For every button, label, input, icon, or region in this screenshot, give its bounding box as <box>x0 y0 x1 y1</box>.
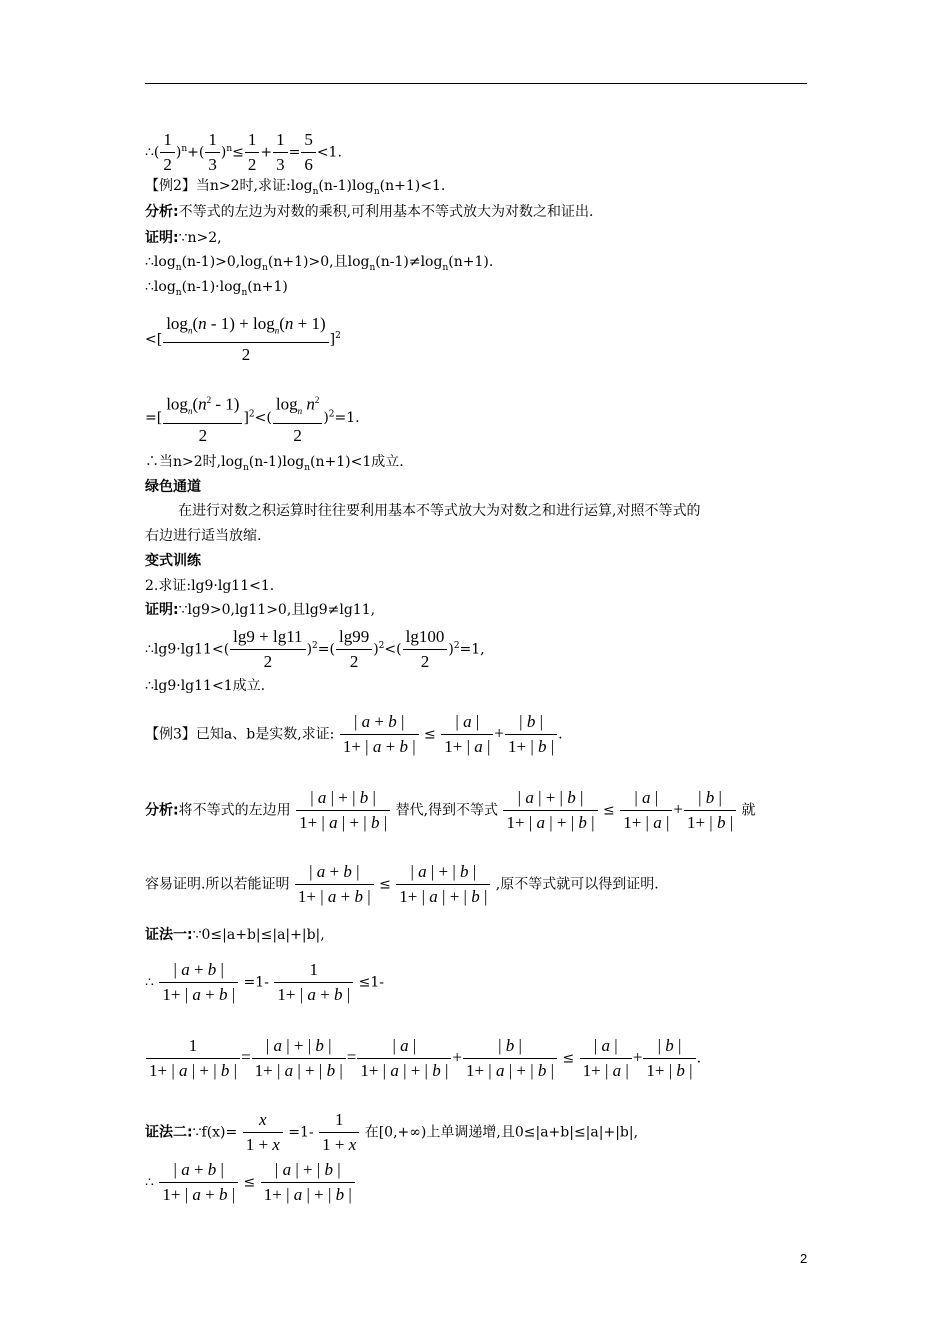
green-channel-text-1: 在进行对数之积运算时往往要利用基本不等式放大为对数之和进行运算,对照不等式的 <box>178 503 701 519</box>
method-1-line-3: $\frac{1}{1+ | a | + | b |}$ = $\frac{| a | + | b |}{1+ | a | + | b |}$ = $\frac{| a |}{1+ | a | + | b |}$ + $\frac{| b |}{1+ | a | + | b |}$ ≤ $\frac{| a |}{1+ | a |}$ + $\frac{| b |}{1+ | b |}$ . <box>145 1034 701 1083</box>
green-channel-text-2: 右边进行适当放缩. <box>145 528 262 544</box>
variant-2-title: 2.求证:lg9·lg11<1. <box>145 578 275 594</box>
proof-2-start: 证明:∵n>2, <box>145 230 222 246</box>
example-2-title: 【例2】当n>2时,求证$:\log_n(n-1)\log_n(n+1)<1$. <box>145 178 446 197</box>
line-1: ∴( $\frac{1}{2}$ )$^n$+( $\frac{1}{3}$ )$^n$≤ $\frac{1}{2}$ + $\frac{1}{3}$ = $\frac{5}{6}$ <1. <box>145 130 342 174</box>
method-1-start: 证法一:∵0≤|a+b|≤|a|+|b|, <box>145 927 325 943</box>
analysis-2: 分析:不等式的左边为对数的乘积,可利用基本不等式放大为对数之和证出. <box>145 204 594 220</box>
method-2-line-1: 证法二:∵f(x)= $\frac{x}{1 + x}$ =1- $\frac{1}{1 + x}$ 在[0,+∞)上单调递增,且0≤|a+b|≤|a|+|b|, <box>145 1110 639 1154</box>
variant-training-heading: 变式训练 <box>145 553 201 569</box>
variant-2-proof-start: 证明:∵lg9>0,lg11>0,且lg9≠lg11, <box>145 602 376 618</box>
analysis-3-line-2: 容易证明.所以若能证明 $\frac{| a + b |}{1+ | a + b |}$ ≤ $\frac{| a | + | b |}{1+ | a | + | b |}$ ,原不等式就可以得到证明. <box>145 862 659 906</box>
proof-2-conclusion: ∴当n>2时$,\log_n(n-1)\log_n(n+1)<1$成立. <box>145 454 404 473</box>
header-rule <box>145 83 807 84</box>
variant-2-conclusion: ∴lg9·lg11<1成立. <box>145 678 266 694</box>
proof-2-line-5: =[ $\frac{\log_n(n^2 - 1)}{2}$ ]$^2$<( $\frac{\log_n n^2}{2}$ )$^2$=1. <box>145 388 360 448</box>
page-number: 2 <box>800 1251 808 1266</box>
proof-2-line-4: <[ $\frac{\log_n(n - 1) + \log_n(n + 1)}{2}$ ]$^2$ <box>145 314 341 365</box>
green-channel-heading: 绿色通道 <box>145 479 201 495</box>
example-3-title: 【例3】已知a、b是实数,求证: $\frac{| a + b |}{1+ | a + b |}$ ≤ $\frac{| a |}{1+ | a |}$ + $\frac{| b |}{1+ | b |}$ . <box>145 712 563 756</box>
proof-2-line-3: $\therefore\log_n(n-1)\cdot\log_n(n+1)$ <box>145 279 288 298</box>
analysis-3-line-1: 分析:将不等式的左边用 $\frac{| a | + | b |}{1+ | a | + | b |}$ 替代,得到不等式 $\frac{| a | + | b |}{1+ | a | + | b |}$ ≤ $\frac{| a |}{1+ | a |}$ + $\frac{| b |}{1+ | b |}$ 就 <box>145 788 756 832</box>
method-2-line-2: ∴ $\frac{| a + b |}{1+ | a + b |}$ ≤ $\frac{| a | + | b |}{1+ | a | + | b |}$ <box>145 1158 356 1207</box>
proof-2-line-2: $\therefore\log_n(n-1)>0,\log_n(n+1)>0$,且$\log_n(n-1)\ne\log_n(n+1)$. <box>145 254 494 273</box>
method-1-line-2: ∴ $\frac{| a + b |}{1+ | a + b |}$ =1- $\frac{1}{1+ | a + b |}$ ≤1- <box>145 960 384 1004</box>
variant-2-proof-line-2: ∴lg9·lg11<( $\frac{\lg 9 + \lg 11}{2}$ )$^2$=( $\frac{\lg 99}{2}$ )$^2$<( $\frac{\lg 100}{2}$ )$^2$=1, <box>145 627 485 671</box>
